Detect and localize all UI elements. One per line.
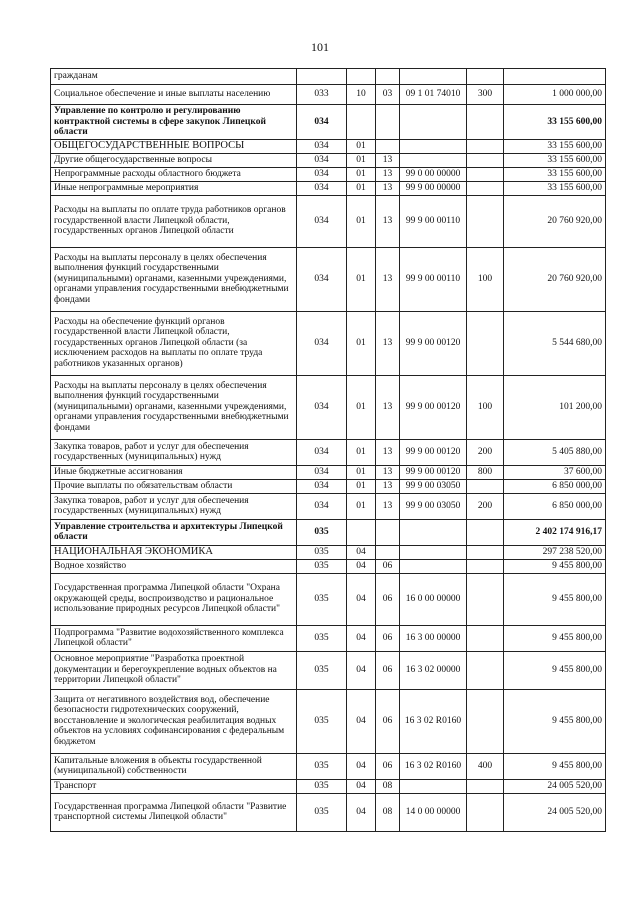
row-expense-type: [467, 625, 504, 651]
row-expense-type: 100: [467, 247, 504, 311]
row-amount: 33 155 600,00: [504, 181, 606, 195]
row-section-code: 01: [347, 181, 376, 195]
row-expense-type: [467, 779, 504, 793]
row-section-code: [347, 105, 376, 140]
row-section-code: 04: [347, 753, 376, 779]
row-ved-code: 034: [297, 479, 347, 493]
row-amount: 9 455 800,00: [504, 689, 606, 753]
row-name: Государственная программа Липецкой области "Охрана окружающей среды, воспроизводство и рациональное использование природных ресурсов Липецкой области": [51, 573, 297, 625]
row-section-code: 01: [347, 195, 376, 247]
row-name: ОБЩЕГОСУДАРСТВЕННЫЕ ВОПРОСЫ: [51, 139, 297, 153]
row-target-article: 14 0 00 00000: [400, 793, 467, 831]
row-target-article: 99 9 00 00120: [400, 311, 467, 375]
row-name: НАЦИОНАЛЬНАЯ ЭКОНОМИКА: [51, 545, 297, 559]
row-subsection-code: 06: [376, 625, 400, 651]
row-ved-code: [297, 69, 347, 85]
row-amount: 5 544 680,00: [504, 311, 606, 375]
table-row: [51, 439, 606, 465]
row-expense-type: [467, 651, 504, 689]
row-section-code: 04: [347, 793, 376, 831]
row-expense-type: [467, 519, 504, 545]
row-amount: 9 455 800,00: [504, 651, 606, 689]
row-amount: 2 402 174 916,17: [504, 519, 606, 545]
row-amount: 9 455 800,00: [504, 573, 606, 625]
row-name: Расходы на обеспечение функций органов государственной власти Липецкой области, государственных органов Липецкой области (за исключением расходов на выплаты по оплате труда работников указанных органов): [51, 311, 297, 375]
row-subsection-code: 13: [376, 247, 400, 311]
row-target-article: 99 9 00 00120: [400, 375, 467, 439]
row-amount: 33 155 600,00: [504, 153, 606, 167]
row-expense-type: [467, 545, 504, 559]
table-row: [51, 651, 606, 689]
row-name: Подпрограмма "Развитие водохозяйственного комплекса Липецкой области": [51, 625, 297, 651]
row-expense-type: [467, 479, 504, 493]
row-section-code: [347, 69, 376, 85]
table-row: [51, 573, 606, 625]
row-amount: 33 155 600,00: [504, 105, 606, 140]
table-row: [51, 559, 606, 573]
row-target-article: 99 9 00 03050: [400, 479, 467, 493]
table-row: [51, 247, 606, 311]
table-row: [51, 105, 606, 140]
row-name: Водное хозяйство: [51, 559, 297, 573]
row-name: Расходы на выплаты по оплате труда работников органов государственной власти Липецкой области, государственных органов Липецкой области: [51, 195, 297, 247]
row-section-code: 01: [347, 167, 376, 181]
row-section-code: 04: [347, 689, 376, 753]
row-amount: 101 200,00: [504, 375, 606, 439]
row-name: Социальное обеспечение и иные выплаты населению: [51, 85, 297, 105]
row-expense-type: [467, 195, 504, 247]
row-section-code: 04: [347, 779, 376, 793]
table-row: [51, 153, 606, 167]
row-name: Закупка товаров, работ и услуг для обеспечения государственных (муниципальных) нужд: [51, 439, 297, 465]
table-row: [51, 689, 606, 753]
row-subsection-code: 13: [376, 167, 400, 181]
row-ved-code: 035: [297, 779, 347, 793]
row-target-article: 99 9 00 00120: [400, 465, 467, 479]
row-section-code: 01: [347, 375, 376, 439]
row-amount: 6 850 000,00: [504, 479, 606, 493]
row-subsection-code: [376, 545, 400, 559]
row-section-code: [347, 519, 376, 545]
table-row: [51, 465, 606, 479]
row-name: гражданам: [51, 69, 297, 85]
row-target-article: 16 3 02 00000: [400, 651, 467, 689]
row-ved-code: 034: [297, 311, 347, 375]
table-row: [51, 311, 606, 375]
row-target-article: [400, 69, 467, 85]
row-subsection-code: 13: [376, 439, 400, 465]
table-row: [51, 493, 606, 519]
row-target-article: [400, 139, 467, 153]
row-amount: 9 455 800,00: [504, 625, 606, 651]
row-name: Другие общегосударственные вопросы: [51, 153, 297, 167]
row-subsection-code: 08: [376, 793, 400, 831]
row-subsection-code: 13: [376, 479, 400, 493]
row-target-article: [400, 779, 467, 793]
row-ved-code: 035: [297, 689, 347, 753]
row-name: Основное мероприятие "Разработка проектной документации и берегоукрепление водных объектов на территории Липецкой области": [51, 651, 297, 689]
row-subsection-code: 13: [376, 153, 400, 167]
row-name: Расходы на выплаты персоналу в целях обеспечения выполнения функций государственными (муниципальными) органами, казенными учреждениями, органами управления государственными внебюджетными фондами: [51, 247, 297, 311]
row-amount: 33 155 600,00: [504, 167, 606, 181]
row-expense-type: [467, 311, 504, 375]
row-section-code: 10: [347, 85, 376, 105]
row-ved-code: 035: [297, 793, 347, 831]
table-row: [51, 519, 606, 545]
row-target-article: 99 9 00 00110: [400, 247, 467, 311]
row-subsection-code: [376, 105, 400, 140]
table-row: [51, 85, 606, 105]
row-name: Расходы на выплаты персоналу в целях обеспечения выполнения функций государственными (муниципальными) органами, казенными учреждениями, органами управления государственными внебюджетными фондами: [51, 375, 297, 439]
row-ved-code: 035: [297, 651, 347, 689]
page-number: 101: [311, 40, 329, 54]
row-expense-type: [467, 689, 504, 753]
row-target-article: 16 3 02 R0160: [400, 753, 467, 779]
row-target-article: 16 3 00 00000: [400, 625, 467, 651]
budget-table: [50, 68, 606, 832]
row-amount: 9 455 800,00: [504, 753, 606, 779]
row-subsection-code: 13: [376, 465, 400, 479]
row-section-code: 04: [347, 625, 376, 651]
row-amount: 20 760 920,00: [504, 247, 606, 311]
row-ved-code: 034: [297, 375, 347, 439]
row-ved-code: 034: [297, 439, 347, 465]
row-section-code: 04: [347, 559, 376, 573]
row-target-article: [400, 519, 467, 545]
row-expense-type: 400: [467, 753, 504, 779]
row-ved-code: 034: [297, 247, 347, 311]
row-subsection-code: 13: [376, 181, 400, 195]
table-row: [51, 181, 606, 195]
row-amount: 24 005 520,00: [504, 793, 606, 831]
row-name: Государственная программа Липецкой области "Развитие транспортной системы Липецкой области": [51, 793, 297, 831]
row-expense-type: [467, 153, 504, 167]
row-amount: 6 850 000,00: [504, 493, 606, 519]
row-amount: 20 760 920,00: [504, 195, 606, 247]
row-subsection-code: 06: [376, 573, 400, 625]
table-row: [51, 167, 606, 181]
row-section-code: 01: [347, 247, 376, 311]
row-ved-code: 035: [297, 559, 347, 573]
row-expense-type: [467, 69, 504, 85]
row-ved-code: 033: [297, 85, 347, 105]
row-subsection-code: [376, 69, 400, 85]
row-expense-type: [467, 559, 504, 573]
row-ved-code: 034: [297, 139, 347, 153]
row-ved-code: 034: [297, 167, 347, 181]
row-target-article: 16 0 00 00000: [400, 573, 467, 625]
row-name: Защита от негативного воздействия вод, обеспечение безопасности гидротехнических сооружений, восстановление и экологическая реабилитация водных объектов на условиях софинансирования с федеральным бюджетом: [51, 689, 297, 753]
row-expense-type: [467, 793, 504, 831]
row-ved-code: 034: [297, 493, 347, 519]
row-section-code: 01: [347, 139, 376, 153]
row-ved-code: 035: [297, 573, 347, 625]
row-target-article: 99 0 00 00000: [400, 167, 467, 181]
row-section-code: 01: [347, 153, 376, 167]
row-name: Прочие выплаты по обязательствам области: [51, 479, 297, 493]
row-section-code: 01: [347, 311, 376, 375]
row-expense-type: 800: [467, 465, 504, 479]
row-subsection-code: 13: [376, 375, 400, 439]
row-ved-code: 035: [297, 753, 347, 779]
row-name: Закупка товаров, работ и услуг для обеспечения государственных (муниципальных) нужд: [51, 493, 297, 519]
row-expense-type: 200: [467, 493, 504, 519]
row-section-code: 01: [347, 479, 376, 493]
row-amount: 297 238 520,00: [504, 545, 606, 559]
row-target-article: [400, 545, 467, 559]
row-section-code: 01: [347, 439, 376, 465]
row-name: Управление по контролю и регулированию контрактной системы в сфере закупок Липецкой области: [51, 105, 297, 140]
row-amount: [504, 69, 606, 85]
table-row: [51, 375, 606, 439]
table-row: [51, 793, 606, 831]
row-amount: 33 155 600,00: [504, 139, 606, 153]
row-target-article: [400, 153, 467, 167]
row-section-code: 04: [347, 651, 376, 689]
row-section-code: 01: [347, 465, 376, 479]
row-amount: 1 000 000,00: [504, 85, 606, 105]
row-name: Управление строительства и архитектуры Липецкой области: [51, 519, 297, 545]
row-target-article: 99 9 00 03050: [400, 493, 467, 519]
row-subsection-code: 13: [376, 195, 400, 247]
row-name: Непрограммные расходы областного бюджета: [51, 167, 297, 181]
table-row: [51, 545, 606, 559]
row-expense-type: 100: [467, 375, 504, 439]
row-name: Иные непрограммные мероприятия: [51, 181, 297, 195]
row-expense-type: [467, 139, 504, 153]
row-section-code: 01: [347, 493, 376, 519]
table-row: [51, 625, 606, 651]
table-row: [51, 195, 606, 247]
row-subsection-code: 13: [376, 493, 400, 519]
row-subsection-code: 06: [376, 753, 400, 779]
table-row: [51, 69, 606, 85]
row-target-article: [400, 559, 467, 573]
row-subsection-code: 03: [376, 85, 400, 105]
row-target-article: 16 3 02 R0160: [400, 689, 467, 753]
table-row: [51, 479, 606, 493]
table-row: [51, 779, 606, 793]
row-target-article: 99 9 00 00110: [400, 195, 467, 247]
row-ved-code: 034: [297, 465, 347, 479]
row-subsection-code: 08: [376, 779, 400, 793]
row-ved-code: 034: [297, 153, 347, 167]
row-expense-type: [467, 105, 504, 140]
row-amount: 24 005 520,00: [504, 779, 606, 793]
row-ved-code: 035: [297, 625, 347, 651]
row-target-article: 99 9 00 00120: [400, 439, 467, 465]
table-row: [51, 139, 606, 153]
row-amount: 37 600,00: [504, 465, 606, 479]
row-ved-code: 035: [297, 519, 347, 545]
row-section-code: 04: [347, 573, 376, 625]
row-subsection-code: 13: [376, 311, 400, 375]
row-expense-type: 200: [467, 439, 504, 465]
row-ved-code: 034: [297, 195, 347, 247]
row-target-article: 99 9 00 00000: [400, 181, 467, 195]
row-ved-code: 034: [297, 181, 347, 195]
row-section-code: 04: [347, 545, 376, 559]
row-ved-code: 035: [297, 545, 347, 559]
row-target-article: 09 1 01 74010: [400, 85, 467, 105]
row-expense-type: [467, 167, 504, 181]
row-subsection-code: 06: [376, 689, 400, 753]
row-ved-code: 034: [297, 105, 347, 140]
row-expense-type: [467, 573, 504, 625]
row-name: Транспорт: [51, 779, 297, 793]
row-expense-type: [467, 181, 504, 195]
row-amount: 5 405 880,00: [504, 439, 606, 465]
row-subsection-code: 06: [376, 559, 400, 573]
row-amount: 9 455 800,00: [504, 559, 606, 573]
row-target-article: [400, 105, 467, 140]
row-subsection-code: 06: [376, 651, 400, 689]
row-subsection-code: [376, 519, 400, 545]
row-expense-type: 300: [467, 85, 504, 105]
row-name: Иные бюджетные ассигнования: [51, 465, 297, 479]
row-name: Капитальные вложения в объекты государственной (муниципальной) собственности: [51, 753, 297, 779]
table-row: [51, 753, 606, 779]
row-subsection-code: [376, 139, 400, 153]
